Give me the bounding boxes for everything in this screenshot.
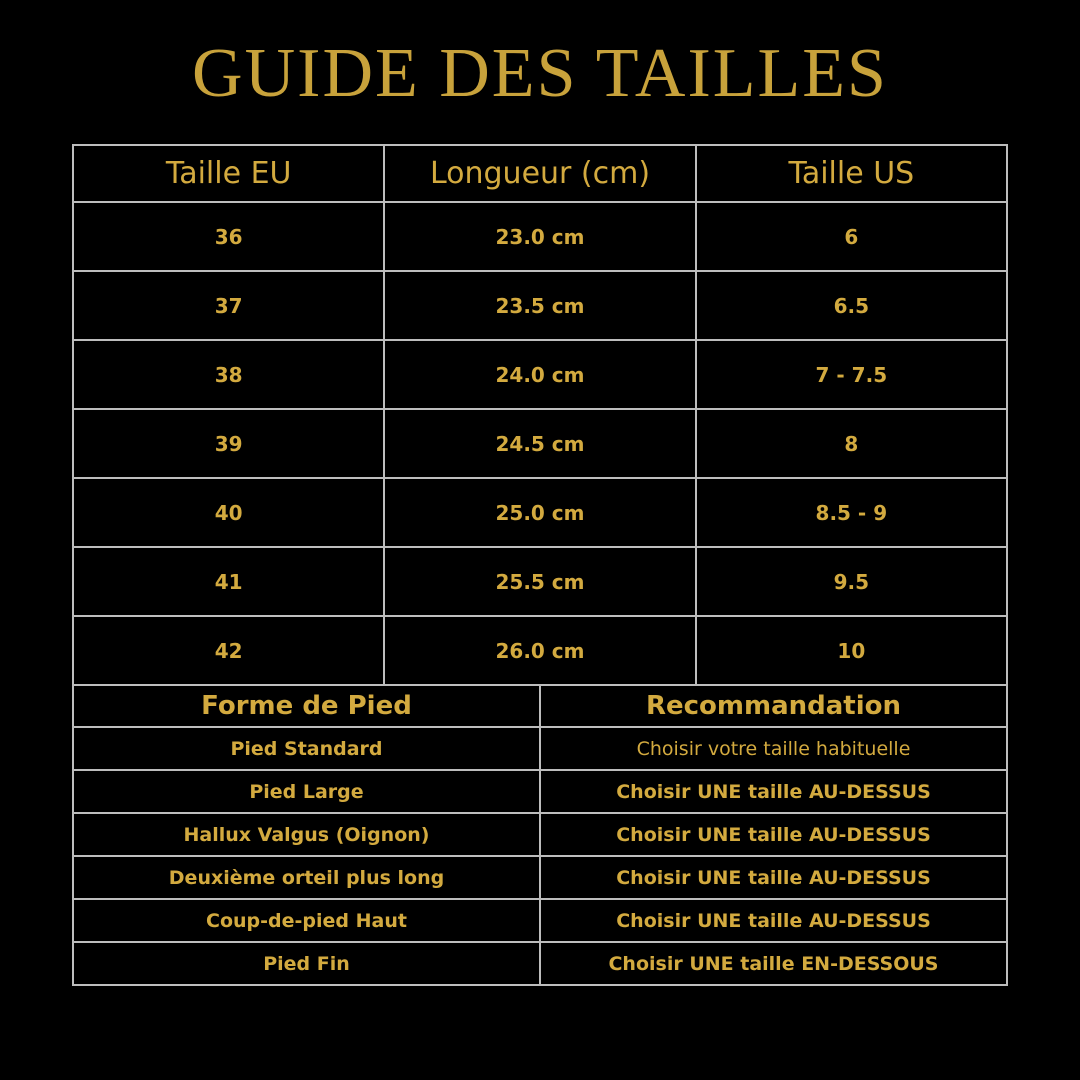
- eu-size-cell: 40: [73, 478, 384, 547]
- table-row: [73, 727, 1007, 770]
- column-header-longueur-cm: Longueur (cm): [384, 145, 695, 202]
- size-conversion-table: [72, 144, 1008, 686]
- table-row: [73, 478, 1007, 547]
- table-row: [73, 770, 1007, 813]
- recommendation-cell: Choisir UNE taille EN-DESSOUS: [540, 942, 1007, 985]
- eu-size-cell: 39: [73, 409, 384, 478]
- us-size-cell: 10: [696, 616, 1007, 685]
- recommendation-cell: Choisir UNE taille AU-DESSUS: [540, 770, 1007, 813]
- recommendation-cell: Choisir UNE taille AU-DESSUS: [540, 856, 1007, 899]
- table-row: [73, 856, 1007, 899]
- table-row: [73, 616, 1007, 685]
- table-row: [73, 899, 1007, 942]
- foot-shape-cell: Hallux Valgus (Oignon): [73, 813, 540, 856]
- recommendation-cell: Choisir UNE taille AU-DESSUS: [540, 813, 1007, 856]
- us-size-cell: 6.5: [696, 271, 1007, 340]
- page-title: GUIDE DES TAILLES: [192, 35, 888, 112]
- foot-shape-cell: Pied Large: [73, 770, 540, 813]
- eu-size-cell: 38: [73, 340, 384, 409]
- reco-table-header-row: [73, 685, 1007, 727]
- table-row: [73, 813, 1007, 856]
- column-header-recommandation: Recommandation: [540, 685, 1007, 727]
- us-size-cell: 9.5: [696, 547, 1007, 616]
- eu-size-cell: 41: [73, 547, 384, 616]
- tables-container: [72, 144, 1008, 986]
- foot-shape-recommendation-table: [72, 684, 1008, 986]
- size-table-header-row: [73, 145, 1007, 202]
- table-row: [73, 409, 1007, 478]
- eu-size-cell: 37: [73, 271, 384, 340]
- eu-size-cell: 42: [73, 616, 384, 685]
- length-cell: 24.0 cm: [384, 340, 695, 409]
- us-size-cell: 8: [696, 409, 1007, 478]
- length-cell: 25.0 cm: [384, 478, 695, 547]
- foot-shape-cell: Pied Fin: [73, 942, 540, 985]
- table-row: [73, 942, 1007, 985]
- eu-size-cell: 36: [73, 202, 384, 271]
- foot-shape-cell: Deuxième orteil plus long: [73, 856, 540, 899]
- table-row: [73, 340, 1007, 409]
- length-cell: 23.0 cm: [384, 202, 695, 271]
- recommendation-cell: Choisir UNE taille AU-DESSUS: [540, 899, 1007, 942]
- length-cell: 25.5 cm: [384, 547, 695, 616]
- length-cell: 26.0 cm: [384, 616, 695, 685]
- foot-shape-cell: Coup-de-pied Haut: [73, 899, 540, 942]
- table-row: [73, 547, 1007, 616]
- column-header-taille-eu: Taille EU: [73, 145, 384, 202]
- length-cell: 23.5 cm: [384, 271, 695, 340]
- table-row: [73, 271, 1007, 340]
- length-cell: 24.5 cm: [384, 409, 695, 478]
- us-size-cell: 6: [696, 202, 1007, 271]
- table-row: [73, 202, 1007, 271]
- column-header-forme-de-pied: Forme de Pied: [73, 685, 540, 727]
- us-size-cell: 7 - 7.5: [696, 340, 1007, 409]
- recommendation-cell: Choisir votre taille habituelle: [540, 727, 1007, 770]
- foot-shape-cell: Pied Standard: [73, 727, 540, 770]
- us-size-cell: 8.5 - 9: [696, 478, 1007, 547]
- column-header-taille-us: Taille US: [696, 145, 1007, 202]
